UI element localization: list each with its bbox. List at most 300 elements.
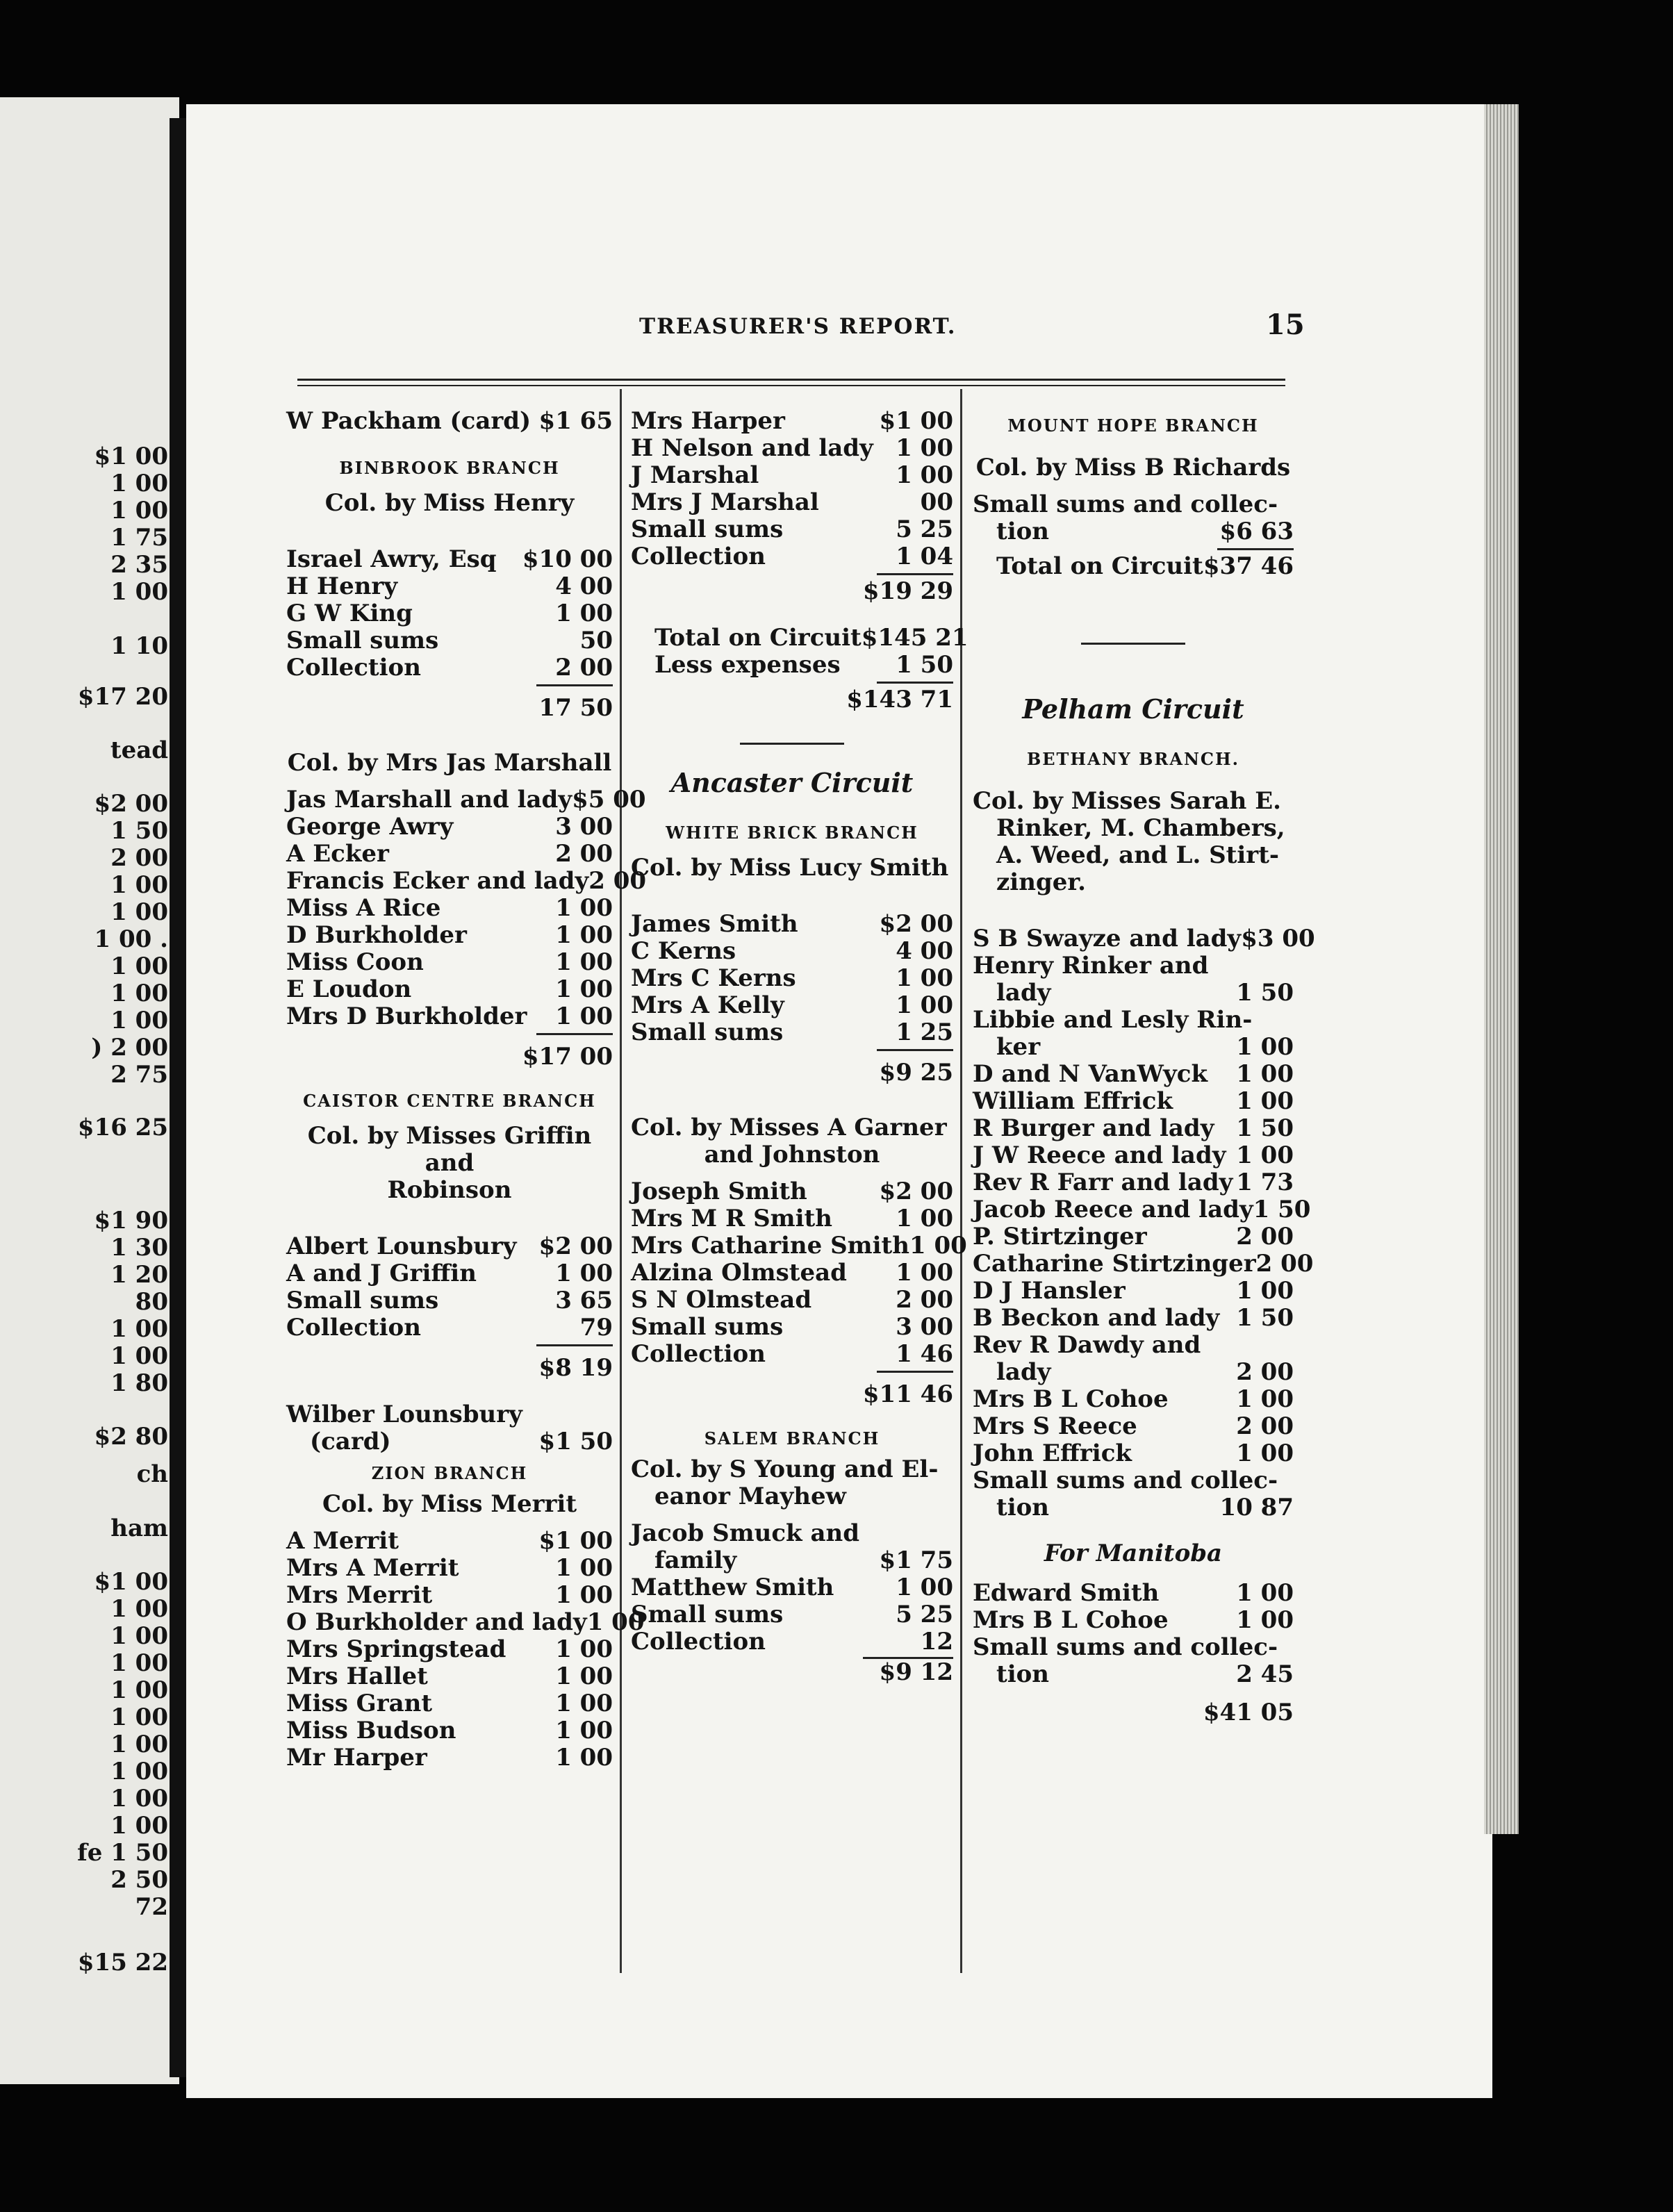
column-1 <box>286 407 647 1772</box>
entry-amount: 1 00 <box>1236 1141 1294 1169</box>
collector-line: Col. by Miss Merrit <box>322 1490 577 1518</box>
entry-row <box>973 1440 1294 1467</box>
collector-line: Col. by Miss Henry <box>324 489 575 517</box>
left-page-amount: 1 00 <box>110 871 168 899</box>
entry-name: Mrs M R Smith <box>631 1205 832 1232</box>
entry-amount: 3 00 <box>896 1313 953 1341</box>
collector-text: zinger. <box>996 868 1086 896</box>
entry-row <box>973 1223 1294 1251</box>
entry-row <box>973 1061 1294 1088</box>
entry-amount: 1 25 <box>896 1018 953 1046</box>
entry-name: D and N VanWyck <box>973 1060 1208 1088</box>
collector-text: Rinker, M. Chambers, <box>996 814 1285 842</box>
entry-row <box>286 786 646 814</box>
left-page-amount: 1 00 <box>110 898 168 926</box>
entry-name: Mrs A Kelly <box>631 991 784 1019</box>
entry-name: Mrs C Kerns <box>631 964 796 992</box>
entry-row <box>631 435 953 462</box>
entry-row <box>286 1003 613 1030</box>
entry-list <box>286 786 647 1030</box>
entry-name: Mrs S Reece <box>973 1412 1137 1440</box>
branch-heading: BETHANY BRANCH. <box>1026 749 1240 769</box>
entry-name: Alzina Olmstead <box>631 1259 847 1287</box>
entry-name: J W Reece and lady <box>973 1141 1226 1169</box>
left-page-amount: $1 00 <box>94 443 168 470</box>
entry-row <box>973 1332 1294 1359</box>
entry-name: Catharine Stirtzinger <box>973 1250 1256 1278</box>
entry-row <box>631 1019 953 1046</box>
entry-amount: 1 50 <box>1236 1304 1294 1332</box>
entry-amount: 2 00 <box>555 840 613 868</box>
entry-row: Less expenses 1 50 <box>654 651 953 679</box>
entry-row <box>286 1555 613 1582</box>
entry-name: Collection <box>631 1628 766 1656</box>
entry-row <box>286 1636 613 1663</box>
branch-heading: CAISTOR CENTRE BRANCH <box>303 1091 596 1111</box>
entry-amount: 1 00 <box>555 1717 613 1744</box>
entry-amount: 1 00 <box>896 991 953 1019</box>
entry-name: Miss Grant <box>286 1690 433 1717</box>
entry-row <box>286 1663 613 1690</box>
entry-amount: 5 25 <box>896 515 953 543</box>
manitoba-title: For Manitoba <box>1044 1540 1223 1567</box>
entry-amount: $1 00 <box>538 1527 613 1555</box>
left-page-amount: 1 80 <box>110 1369 168 1397</box>
circuit-title: Ancaster Circuit <box>670 767 914 798</box>
entry-amount: 1 00 <box>555 1002 613 1030</box>
entry-name: Small sums and collec- <box>973 1467 1278 1494</box>
entry-amount: 3 00 <box>555 813 613 841</box>
entry-amount: 50 <box>579 627 613 654</box>
column-divider-1 <box>620 389 622 1973</box>
subtotal-row: $11 46 <box>862 1380 953 1408</box>
left-page-amount: 1 75 <box>110 524 168 552</box>
column-2 <box>631 407 969 1686</box>
entry-row <box>631 462 953 489</box>
entry-row <box>286 1744 613 1772</box>
entry-name: Small sums <box>286 1287 439 1314</box>
collector-text: Col. by Misses Sarah E. <box>973 787 1281 815</box>
entry-row <box>973 980 1294 1007</box>
entry-name: C Kerns <box>631 937 736 965</box>
entry-name: Rev R Dawdy and <box>973 1331 1201 1359</box>
entry-name: Collection <box>631 1340 766 1368</box>
entry-list <box>973 1580 1294 1688</box>
collector-text: A. Weed, and L. Stirt- <box>996 841 1280 869</box>
left-page-amount: 1 10 <box>110 632 168 660</box>
page-number: 15 <box>1266 308 1305 341</box>
entry-amount: 1 00 <box>896 1574 953 1601</box>
entry-row: tion $6 63 <box>996 518 1294 545</box>
entry-name: Mrs Catharine Smith <box>631 1232 909 1260</box>
entry-amount: 1 00 <box>1236 1579 1294 1607</box>
entry-name: Albert Lounsbury <box>286 1232 517 1260</box>
entry-row <box>973 1661 1294 1688</box>
subtotal-row: 17 50 <box>538 694 613 722</box>
left-page-amount: fe 1 50 <box>77 1839 168 1867</box>
entry-amount: 2 45 <box>1236 1660 1294 1688</box>
entry-name: tion <box>996 1660 1050 1688</box>
entry-name: Libbie and Lesly Rin- <box>973 1006 1253 1034</box>
entry-row <box>286 1608 645 1636</box>
entry-amount: 1 73 <box>1236 1169 1294 1196</box>
entry-amount: 1 00 <box>1236 1033 1294 1061</box>
entry-name: ker <box>996 1033 1041 1061</box>
running-head: TREASURER'S REPORT. <box>639 314 957 339</box>
entry-name: Jacob Reece and lady <box>973 1196 1253 1223</box>
entry-row <box>631 938 953 965</box>
entry-name: Rev R Farr and lady <box>973 1169 1233 1196</box>
entry-amount: $2 00 <box>538 1232 613 1260</box>
entry-name: J Marshal <box>631 461 759 489</box>
entry-name: Small sums <box>631 515 784 543</box>
entry-amount: $3 00 <box>1241 925 1315 952</box>
entry-row <box>973 1386 1294 1413</box>
entry-name: Jas Marshall and lady <box>286 786 572 814</box>
entry-row <box>973 1115 1294 1142</box>
entry-row <box>286 841 613 868</box>
entry-amount: 1 00 <box>1236 1385 1294 1413</box>
subtotal-row: $19 29 <box>862 577 953 605</box>
entry-name: Mr Harper <box>286 1744 427 1772</box>
entry-list <box>631 1574 953 1656</box>
entry-row <box>286 1690 613 1717</box>
entry-row: Small sums and collec- <box>973 490 1278 518</box>
entry-amount: $10 00 <box>522 545 613 573</box>
entry-name: John Effrick <box>973 1439 1132 1467</box>
entry-row <box>973 1034 1294 1061</box>
entry-name: O Burkholder and lady <box>286 1608 587 1636</box>
entry-name: Small sums <box>631 1018 784 1046</box>
left-page-amount: 1 00 <box>110 1703 168 1731</box>
entry-list <box>631 911 953 1046</box>
left-page-amount: 1 30 <box>110 1234 168 1262</box>
entry-row <box>286 546 613 573</box>
entry-list <box>286 1233 613 1342</box>
entry-name: S B Swayze and lady <box>973 925 1242 952</box>
entry-name: A and J Griffin <box>286 1260 477 1287</box>
entry-name: Small sums <box>286 627 439 654</box>
entry-amount: 1 50 <box>1236 979 1294 1007</box>
entry-name: Collection <box>631 543 766 570</box>
branch-heading: MOUNT HOPE BRANCH <box>1007 415 1259 436</box>
entry-row <box>631 408 953 435</box>
left-page-amount: 1 00 <box>110 952 168 980</box>
entry-row <box>286 814 613 841</box>
entry-row: family $1 75 <box>654 1546 953 1574</box>
entry-row: W Packham (card) $1 65 <box>286 407 613 435</box>
entry-name: Joseph Smith <box>631 1178 807 1205</box>
entry-amount: 2 00 <box>1236 1358 1294 1386</box>
page-edges <box>1484 104 1519 1834</box>
entry-row: (card) $1 50 <box>310 1428 613 1455</box>
entry-row <box>973 1169 1294 1196</box>
left-page-amount: 1 00 <box>110 1342 168 1370</box>
subtotal-row: $8 19 <box>538 1354 613 1382</box>
entry-row <box>631 1287 953 1314</box>
entry-name: Matthew Smith <box>631 1574 834 1601</box>
entry-amount: $5 00 <box>572 786 646 814</box>
entry-amount: 1 00 <box>555 1744 613 1772</box>
entry-row <box>286 922 613 949</box>
entry-name: lady <box>996 979 1051 1007</box>
left-page-amount: 1 00 <box>110 1595 168 1623</box>
entry-row <box>286 867 647 895</box>
left-page-amount: 2 35 <box>110 551 168 579</box>
entry-amount: 79 <box>579 1314 613 1342</box>
collector-line <box>973 788 1294 896</box>
left-page-amount: $1 90 <box>94 1207 168 1235</box>
entry-amount: 1 00 <box>555 894 613 922</box>
entry-row: Wilber Lounsbury <box>286 1401 522 1428</box>
entry-amount: 1 00 <box>896 1205 953 1232</box>
entry-name: tion <box>996 1494 1050 1521</box>
entry-name: H Nelson and lady <box>631 434 873 462</box>
entry-name: D Burkholder <box>286 921 467 949</box>
entry-list <box>631 408 953 570</box>
left-page-amount: 1 00 <box>110 1812 168 1840</box>
entry-row <box>286 1528 613 1555</box>
entry-name: Mrs D Burkholder <box>286 1002 527 1030</box>
entry-amount: 1 00 <box>1236 1277 1294 1305</box>
branch-heading: ZION BRANCH <box>371 1463 528 1483</box>
entry-name: E Loudon <box>286 975 412 1003</box>
collector-line: Col. by S Young and El- eanor Mayhew <box>631 1455 939 1510</box>
entry-amount: 1 00 <box>896 461 953 489</box>
entry-row <box>286 1260 613 1287</box>
entry-name: D J Hansler <box>973 1277 1126 1305</box>
entry-row <box>973 952 1294 980</box>
entry-row <box>631 1260 953 1287</box>
entry-amount: 5 25 <box>896 1601 953 1628</box>
collector-line: Col. by Miss Lucy Smith <box>631 854 949 882</box>
entry-amount: 2 00 <box>896 1286 953 1314</box>
entry-amount: 1 00 <box>896 964 953 992</box>
left-page-amount: $17 20 <box>77 683 168 711</box>
entry-name: Henry Rinker and <box>973 952 1209 980</box>
entry-name: Mrs Merrit <box>286 1581 433 1609</box>
subtotal-row: $9 12 <box>863 1657 953 1686</box>
left-page-amount: 1 00 <box>110 1785 168 1813</box>
entry-row <box>973 1142 1294 1169</box>
entry-name: Mrs Springstead <box>286 1635 506 1663</box>
entry-row <box>973 1467 1294 1494</box>
header-rule <box>297 379 1285 386</box>
left-page-amount: 1 00 <box>110 980 168 1007</box>
entry-row <box>286 1717 613 1744</box>
entry-row <box>631 911 953 938</box>
entry-amount: 1 50 <box>1236 1114 1294 1142</box>
entry-row <box>631 543 953 570</box>
left-page-amount: ch <box>136 1460 168 1488</box>
entry-name: Mrs J Marshal <box>631 488 819 516</box>
left-page-amount: $16 25 <box>77 1114 168 1141</box>
entry-row <box>286 949 613 976</box>
entry-amount: 10 87 <box>1219 1494 1294 1521</box>
entry-row: Total on Circuit $145 21 <box>654 624 969 652</box>
left-page-amount: $2 00 <box>94 790 168 818</box>
entry-row <box>973 1278 1294 1305</box>
entry-amount: 1 00 <box>555 921 613 949</box>
left-page-amount: $1 00 <box>94 1568 168 1596</box>
entry-amount: 1 00 <box>555 975 613 1003</box>
entry-name: William Effrick <box>973 1087 1173 1115</box>
entry-name: Mrs A Merrit <box>286 1554 459 1582</box>
branch-heading: SALEM BRANCH <box>704 1428 880 1448</box>
entry-row <box>286 600 613 627</box>
entry-name: Small sums <box>631 1601 784 1628</box>
entry-row <box>973 1250 1314 1278</box>
entry-name: S N Olmstead <box>631 1286 812 1314</box>
entry-row <box>286 1582 613 1609</box>
left-page-amount: 1 00 <box>110 1758 168 1785</box>
entry-row <box>286 976 613 1003</box>
entry-name: P. Stirtzinger <box>973 1223 1147 1251</box>
entry-amount: 1 00 <box>896 1259 953 1287</box>
entry-amount: 4 00 <box>555 572 613 600</box>
left-page-amount: 2 75 <box>110 1061 168 1089</box>
entry-name: A Ecker <box>286 840 389 868</box>
entry-row <box>631 1628 953 1656</box>
entry-amount: 1 00 <box>555 600 613 627</box>
circuit-total-row: Total on Circuit $37 46 <box>996 552 1294 580</box>
left-page-amount: 80 <box>135 1288 168 1316</box>
left-page-fragment <box>0 97 179 2084</box>
entry-row <box>631 1574 953 1601</box>
entry-row <box>973 1580 1294 1607</box>
entry-amount: 2 00 <box>1255 1250 1314 1278</box>
entry-row <box>973 1196 1311 1223</box>
left-page-amount: 1 00 . <box>94 925 168 953</box>
entry-amount: 1 00 <box>1236 1087 1294 1115</box>
entry-amount: 1 04 <box>896 543 953 570</box>
collector-line: Col. by Misses A Garner and Johnston <box>631 1114 947 1169</box>
entry-row <box>286 654 613 682</box>
entry-name: Francis Ecker and lady <box>286 867 589 895</box>
entry-row <box>286 627 613 654</box>
entry-amount: 1 00 <box>555 948 613 976</box>
entry-name: Mrs Hallet <box>286 1662 428 1690</box>
entry-amount: 1 00 <box>586 1608 645 1636</box>
entry-row: Jacob Smuck and <box>631 1519 859 1547</box>
left-page-amount: 1 00 <box>110 1731 168 1758</box>
entry-list <box>286 546 613 682</box>
entry-name: Small sums and collec- <box>973 1633 1278 1661</box>
entry-name: Collection <box>286 654 421 682</box>
entry-row <box>286 895 613 922</box>
entry-row <box>973 1359 1294 1386</box>
entry-amount: 4 00 <box>896 937 953 965</box>
entry-amount: 12 <box>920 1628 953 1656</box>
entry-row <box>973 1607 1294 1634</box>
entry-row <box>631 1314 953 1341</box>
left-page-amount: tead <box>110 736 168 764</box>
entry-amount: 2 00 <box>555 654 613 682</box>
left-page-amount: 2 50 <box>110 1866 168 1894</box>
left-page-amount: 1 00 <box>110 1315 168 1343</box>
entry-row <box>973 1007 1294 1034</box>
collector-line: Col. by Misses Griffin and Robinson <box>307 1122 592 1204</box>
entry-row <box>286 1233 613 1260</box>
entry-amount: 1 00 <box>555 1635 613 1663</box>
entry-name: lady <box>996 1358 1051 1386</box>
entry-amount: 1 00 <box>555 1690 613 1717</box>
entry-amount: 3 65 <box>555 1287 613 1314</box>
entry-amount: $2 00 <box>879 1178 953 1205</box>
entry-row <box>631 1341 953 1368</box>
collector-line: Col. by Mrs Jas Marshall <box>287 749 612 777</box>
branch-heading: BINBROOK BRANCH <box>339 458 560 478</box>
entry-name: R Burger and lady <box>973 1114 1214 1142</box>
entry-name: Mrs Harper <box>631 407 785 435</box>
entry-name: Miss A Rice <box>286 894 441 922</box>
left-page-amount: 1 00 <box>110 497 168 525</box>
entry-list <box>631 1178 967 1368</box>
entry-amount: 1 00 <box>555 1581 613 1609</box>
entry-list <box>286 1527 645 1772</box>
entry-name: A Merrit <box>286 1527 399 1555</box>
left-page-amount: 1 00 <box>110 470 168 497</box>
entry-row <box>631 1205 953 1232</box>
entry-row <box>973 1494 1294 1521</box>
entry-amount: 2 00 <box>588 867 647 895</box>
entry-amount: 2 00 <box>1236 1412 1294 1440</box>
entry-amount: 1 00 <box>1236 1439 1294 1467</box>
entry-name: Edward Smith <box>973 1579 1160 1607</box>
entry-row <box>286 1287 613 1314</box>
entry-amount: 1 46 <box>896 1340 953 1368</box>
entry-amount: 1 00 <box>555 1662 613 1690</box>
left-page-amount: 1 00 <box>110 1007 168 1034</box>
entry-name: George Awry <box>286 813 454 841</box>
collector-line: Col. by Miss B Richards <box>975 454 1291 481</box>
entry-name: Israel Awry, Esq <box>286 545 497 573</box>
entry-name: Collection <box>286 1314 421 1342</box>
left-page-amount: 2 00 <box>110 844 168 872</box>
entry-name: Miss Budson <box>286 1717 456 1744</box>
entry-row <box>631 992 953 1019</box>
entry-amount: 1 00 <box>555 1554 613 1582</box>
circuit-total-row: $41 05 <box>1203 1699 1294 1726</box>
entry-row <box>631 1178 953 1205</box>
entry-amount: 1 00 <box>1236 1606 1294 1634</box>
entry-row <box>973 1088 1294 1115</box>
entry-amount: 1 00 <box>896 434 953 462</box>
entry-amount: 1 50 <box>1253 1196 1311 1223</box>
entry-amount: 00 <box>920 488 953 516</box>
subtotal-row: $9 25 <box>879 1059 953 1087</box>
left-page-amount: 1 20 <box>110 1261 168 1289</box>
left-page-amount: 1 00 <box>110 578 168 606</box>
circuit-title: Pelham Circuit <box>1022 693 1244 725</box>
entry-row <box>973 1634 1294 1661</box>
subtotal-row: $143 71 <box>846 686 953 713</box>
entry-name: G W King <box>286 600 413 627</box>
entry-name: H Henry <box>286 572 398 600</box>
entry-name: Small sums <box>631 1313 784 1341</box>
left-page-amount: 1 00 <box>110 1622 168 1650</box>
entry-row <box>973 1305 1294 1332</box>
entry-name: James Smith <box>631 910 798 938</box>
left-page-amount: 1 50 <box>110 817 168 845</box>
column-3 <box>973 408 1315 1726</box>
entry-amount: 1 00 <box>1236 1060 1294 1088</box>
subtotal-row: $17 00 <box>522 1043 613 1071</box>
left-page-amount: ham <box>110 1514 168 1542</box>
left-page-amount: 1 00 <box>110 1676 168 1704</box>
left-page-amount: $2 80 <box>94 1423 168 1451</box>
entry-name: Mrs B L Cohoe <box>973 1385 1169 1413</box>
